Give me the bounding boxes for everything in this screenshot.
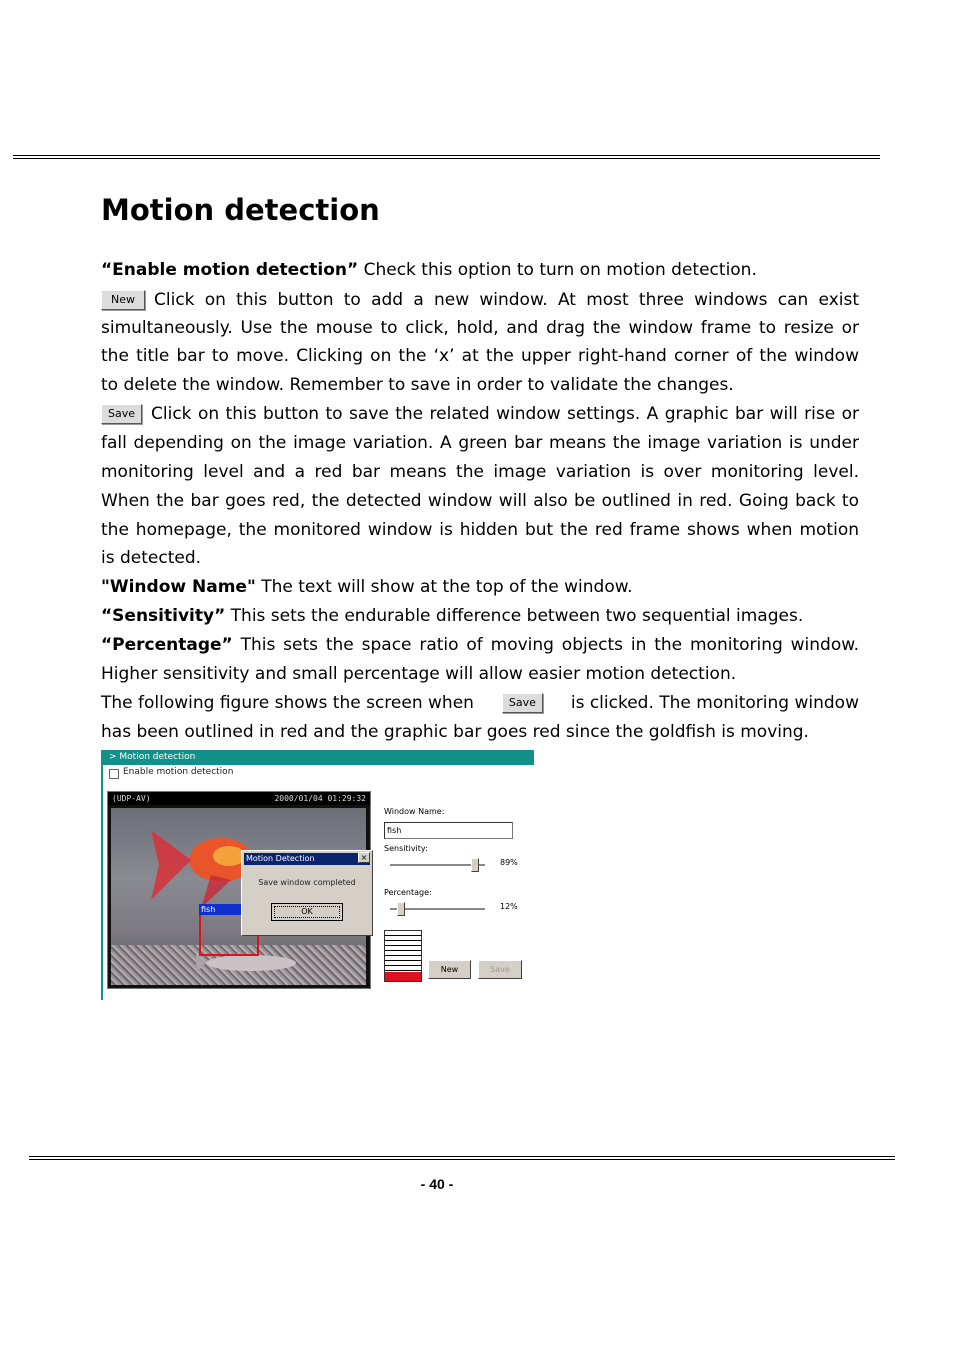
para-figure-l2: has been outlined in red and the graphic bar goes red since the goldfish is moving. bbox=[101, 722, 809, 742]
text: This sets the endurable difference between two sequential images. bbox=[225, 606, 804, 626]
enable-motion-checkbox[interactable] bbox=[109, 769, 119, 779]
percentage-label: Percentage: bbox=[384, 888, 432, 897]
text: The text will show at the top of the window. bbox=[255, 577, 633, 597]
settings-panel bbox=[384, 807, 534, 997]
video-status-bar bbox=[108, 792, 370, 805]
new-button-image: New bbox=[101, 290, 145, 310]
page-number: - 40 - bbox=[420, 1176, 454, 1192]
sensitivity-label: Sensitivity: bbox=[384, 844, 428, 853]
ok-focus-ring bbox=[274, 906, 340, 918]
text: Click on this button to add a new window. At most three windows can exist bbox=[154, 290, 859, 310]
para-new-l4: to delete the window. Remember to save in order to validate the changes. bbox=[101, 375, 734, 395]
top-rule-2 bbox=[13, 158, 880, 159]
enable-motion-label: Enable motion detection bbox=[123, 767, 234, 777]
figure-header: > Motion detection bbox=[102, 750, 534, 765]
para-new-l2: simultaneously. Use the mouse to click, hold, and drag the window frame to resize or bbox=[101, 318, 859, 338]
dialog-title: Motion Detection bbox=[244, 853, 370, 865]
save-button-image: Save bbox=[101, 404, 142, 424]
para-save-l1 bbox=[101, 403, 859, 425]
video-mode: (UDP-AV) bbox=[112, 794, 151, 803]
text: is clicked. The monitoring window bbox=[570, 693, 859, 713]
motion-level-bar bbox=[384, 930, 422, 982]
para-sensitivity bbox=[101, 605, 859, 627]
para-percentage bbox=[101, 634, 859, 656]
sensitivity-value: 89% bbox=[500, 858, 518, 867]
motion-detection-screenshot bbox=[101, 749, 534, 1001]
para-higher: Higher sensitivity and small percentage will allow easier motion detection. bbox=[101, 664, 737, 684]
sensitivity-slider-thumb[interactable] bbox=[471, 858, 479, 872]
save-button[interactable]: Save bbox=[478, 960, 522, 979]
text: Click on this button to save the related window settings. A graphic bar will rise or bbox=[151, 404, 859, 424]
video-timestamp: 2000/01/04 01:29:32 bbox=[274, 794, 366, 803]
para-save-l2: fall depending on the image variation. A green bar means the image variation is under bbox=[101, 433, 859, 453]
window-name-input[interactable]: fish bbox=[384, 822, 513, 839]
ok-label: OK bbox=[301, 907, 313, 916]
term-sensitivity: “Sensitivity” bbox=[101, 606, 226, 626]
close-icon[interactable]: × bbox=[358, 852, 370, 863]
term-enable: “Enable motion detection” bbox=[101, 260, 359, 280]
para-save-l3: monitoring level and a red bar means the image variation is over monitoring level. bbox=[101, 462, 859, 482]
para-figure-l1 bbox=[101, 692, 859, 714]
para-save-l5: the homepage, the monitored window is hidden but the red frame shows when motion bbox=[101, 520, 859, 540]
bottom-rule bbox=[29, 1156, 895, 1157]
ok-button[interactable] bbox=[271, 903, 343, 921]
text: Check this option to turn on motion detection. bbox=[358, 260, 757, 280]
text: The following figure shows the screen when bbox=[101, 693, 474, 713]
dialog-message: Save window completed bbox=[258, 878, 356, 887]
window-name-label: Window Name: bbox=[384, 807, 445, 816]
new-button[interactable]: New bbox=[428, 960, 471, 979]
para-window-name bbox=[101, 576, 859, 598]
percentage-slider-thumb[interactable] bbox=[397, 902, 405, 916]
para-new-l3: the title bar to move. Clicking on the ‘x’ at the upper right-hand corner of the window bbox=[101, 346, 859, 366]
para-enable bbox=[101, 259, 859, 281]
monitoring-window-title[interactable]: fish bbox=[199, 904, 245, 915]
bar-fill bbox=[385, 972, 421, 981]
save-button-image-inline: Save bbox=[502, 693, 543, 713]
top-rule bbox=[13, 155, 880, 156]
text: This sets the space ratio of moving objects in the monitoring window. bbox=[232, 635, 859, 655]
bottom-rule-2 bbox=[29, 1159, 895, 1160]
para-new-l1 bbox=[101, 289, 859, 311]
term-percentage: “Percentage” bbox=[101, 635, 233, 655]
para-save-l6: is detected. bbox=[101, 548, 202, 568]
term-window-name: "Window Name" bbox=[101, 577, 256, 597]
figure-left-border bbox=[101, 750, 103, 1000]
percentage-value: 12% bbox=[500, 902, 518, 911]
page-title: Motion detection bbox=[101, 193, 380, 227]
save-dialog bbox=[241, 850, 373, 936]
para-save-l4: When the bar goes red, the detected window will also be outlined in red. Going back to bbox=[101, 491, 859, 511]
